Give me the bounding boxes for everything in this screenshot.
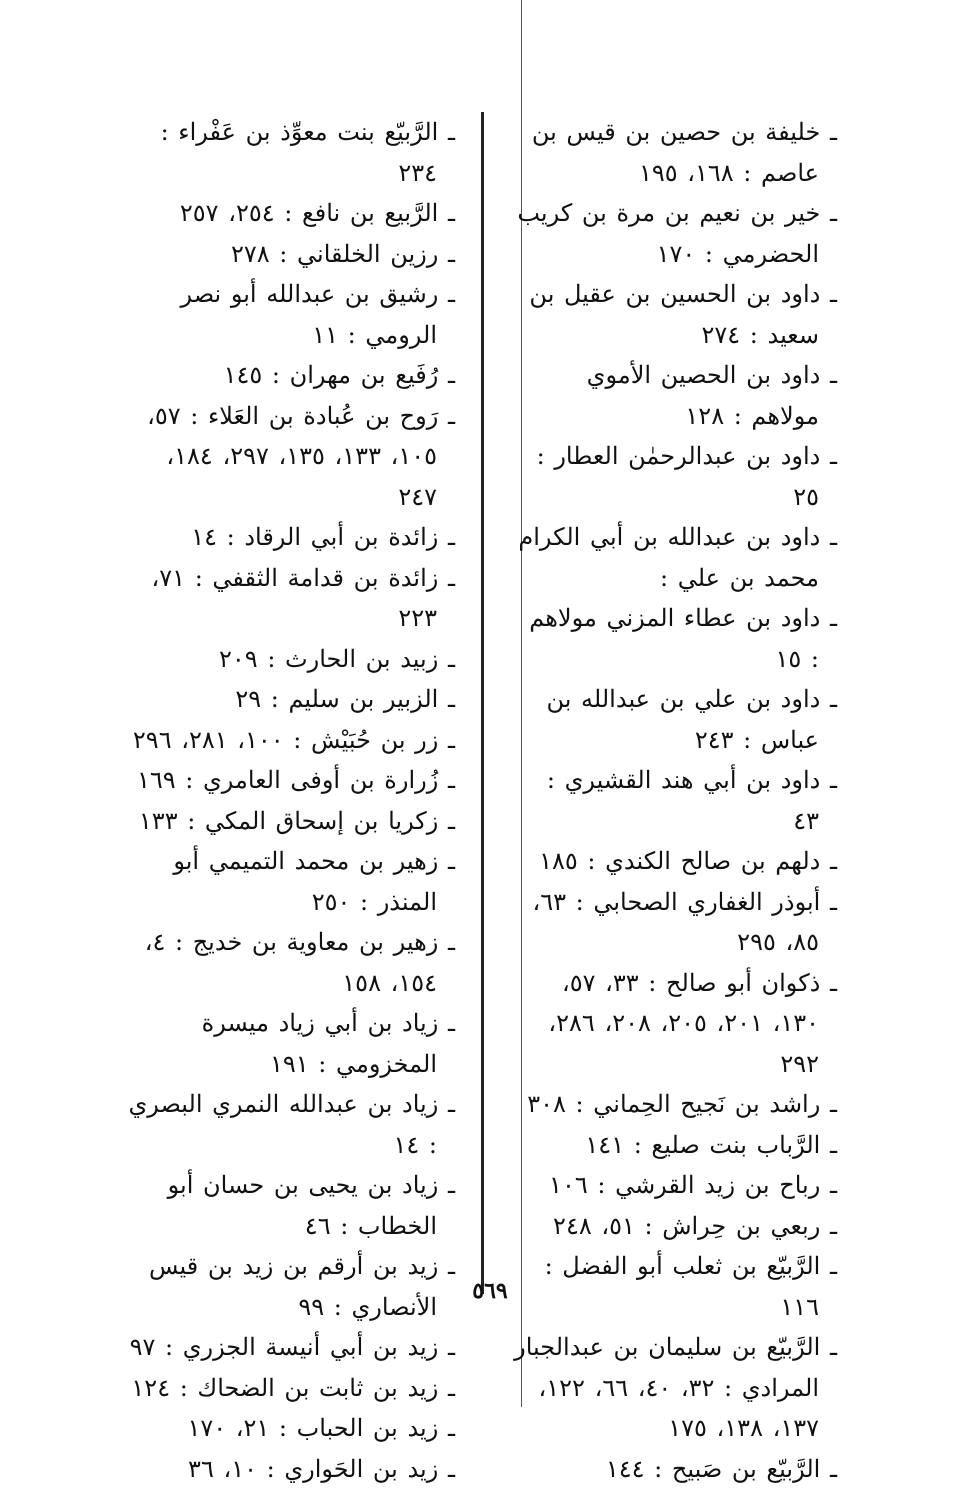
index-entry: ـ خليفة بن حصين بن قيس بن عاصم : ١٦٨، ١٩٥ [512, 112, 837, 193]
index-entry: ـ زياد بن عبدالله النمري البصري : ١٤ [125, 1084, 455, 1165]
index-entry: ـ داود بن عطاء المزني مولاهم : ١٥ [512, 598, 837, 679]
index-entry: ـ دلهم بن صالح الكندي : ١٨٥ [512, 841, 837, 882]
index-entry: ـ راشد بن نَجيح الحِماني : ٣٠٨ [512, 1084, 837, 1125]
index-entry: ـ ذكوان أبو صالح : ٣٣، ٥٧، ١٣٠، ٢٠١، ٢٠٥، ٢٠٨، ٢٨٦، ٢٩٢ [512, 963, 837, 1085]
left-column [125, 112, 455, 1489]
index-entry: ـ داود بن عبدالرحمٰن العطار : ٢٥ [512, 436, 837, 517]
index-entry: ـ أبوذر الغفاري الصحابي : ٦٣، ٨٥، ٢٩٥ [512, 882, 837, 963]
index-entry: ـ زهير بن محمد التميمي أبو المنذر : ٢٥٠ [125, 841, 455, 922]
index-entry: ـ الرَّبيع بن نافع : ٢٥٤، ٢٥٧ [125, 193, 455, 234]
right-column [512, 112, 837, 1489]
index-entry: ـ رباح بن زيد القرشي : ١٠٦ [512, 1165, 837, 1206]
index-entry: ـ الرَّباب بنت صليع : ١٤١ [512, 1125, 837, 1166]
index-entry: ـ زياد بن أبي زياد ميسرة المخزومي : ١٩١ [125, 1003, 455, 1084]
index-entry: ـ الرَّبيّع بن صَبيح : ١٤٤ [512, 1449, 837, 1489]
index-entry: ـ داود بن أبي هند القشيري : ٤٣ [512, 760, 837, 841]
index-entry: ـ زائدة بن أبي الرقاد : ١٤ [125, 517, 455, 558]
index-entry: ـ زكريا بن إسحاق المكي : ١٣٣ [125, 801, 455, 842]
index-entry: ـ زيد بن ثابت بن الضحاك : ١٢٤ [125, 1368, 455, 1409]
index-entry: ـ زر بن حُبَيْش : ١٠٠، ٢٨١، ٢٩٦ [125, 720, 455, 761]
column-divider [481, 112, 484, 1294]
index-entry: ـ زياد بن يحيى بن حسان أبو الخطاب : ٤٦ [125, 1165, 455, 1246]
index-entry: ـ خير بن نعيم بن مرة بن كريب الحضرمي : ١٧٠ [512, 193, 837, 274]
index-entry: ـ زيد بن الحباب : ٢١، ١٧٠ [125, 1408, 455, 1449]
index-entry: ـ رُفَيع بن مهران : ١٤٥ [125, 355, 455, 396]
index-entry: ـ ربعي بن حِراش : ٥١، ٢٤٨ [512, 1206, 837, 1247]
index-entry: ـ زهير بن معاوية بن خديج : ٤، ١٥٤، ١٥٨ [125, 922, 455, 1003]
index-entry: ـ الرَّبيّع بن ثعلب أبو الفضل : ١١٦ [512, 1246, 837, 1327]
index-entry: ـ داود بن علي بن عبدالله بن عباس : ٢٤٣ [512, 679, 837, 760]
index-entry: ـ رشيق بن عبدالله أبو نصر الرومي : ١١ [125, 274, 455, 355]
index-entry: ـ داود بن الحسين بن عقيل بن سعيد : ٢٧٤ [512, 274, 837, 355]
index-entry: ـ زيد بن أبي أنيسة الجزري : ٩٧ [125, 1327, 455, 1368]
index-entry: ـ زيد بن الحَواري : ١٠، ٣٦ [125, 1449, 455, 1489]
index-entry: ـ زيد بن أرقم بن زيد بن قيس الأنصاري : ٩٩ [125, 1246, 455, 1327]
index-entry: ـ زائدة بن قدامة الثقفي : ٧١، ٢٢٣ [125, 558, 455, 639]
index-entry: ـ رَوح بن عُبادة بن العَلاء : ٥٧، ١٠٥، ١٣٣، ١٣٥، ٢٩٧، ١٨٤، ٢٤٧ [125, 396, 455, 518]
index-entry: ـ زُرارة بن أوفى العامري : ١٦٩ [125, 760, 455, 801]
index-entry: ـ رزين الخلقاني : ٢٧٨ [125, 234, 455, 275]
index-entry: ـ الرَّبيّع بنت معوِّذ بن عَفْراء : ٢٣٤ [125, 112, 455, 193]
index-entry: ـ الزبير بن سليم : ٢٩ [125, 679, 455, 720]
index-entry: ـ داود بن الحصين الأموي مولاهم : ١٢٨ [512, 355, 837, 436]
index-entry: ـ داود بن عبدالله بن أبي الكرام محمد بن علي : [512, 517, 837, 598]
index-entry: ـ الرَّبيّع بن سليمان بن عبدالجبار المرادي : ٣٢، ٤٠، ٦٦، ١٢٢، ١٣٧، ١٣٨، ١٧٥ [512, 1327, 837, 1449]
page-number: ٥٦٩ [460, 1278, 520, 1304]
index-entry: ـ زبيد بن الحارث : ٢٠٩ [125, 639, 455, 680]
